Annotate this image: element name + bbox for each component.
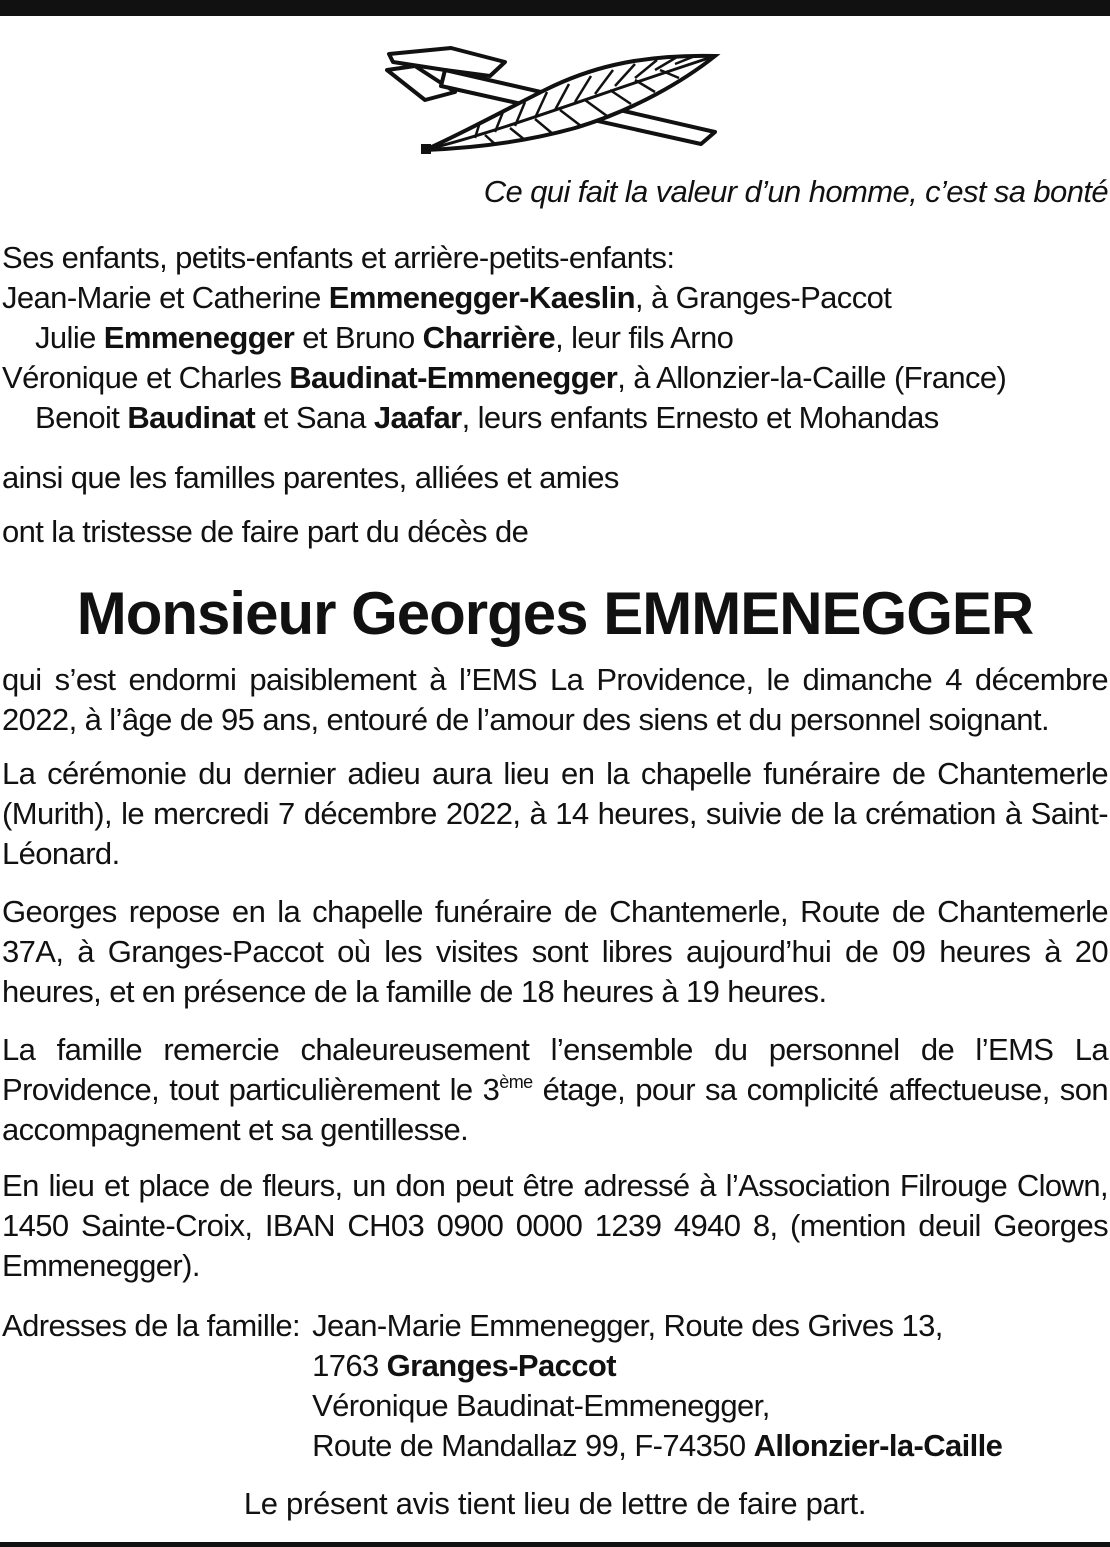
address-line: Véronique Baudinat-Emmenegger, — [312, 1388, 770, 1423]
family-text: Benoit — [35, 400, 128, 435]
family-text: Julie — [35, 320, 104, 355]
family-line — [2, 278, 1108, 318]
address-line — [312, 1346, 1002, 1386]
ceremony-paragraph: La cérémonie du dernier adieu aura lieu en la chapelle funéraire de Chantemerle (Murith), le mercredi 7 décembre 2022, à 14 heures, suivie de la crémation à Saint-Léonard. — [2, 756, 1108, 871]
top-rule — [0, 0, 1110, 16]
deceased-name: Monsieur Georges EMMENEGGER — [76, 580, 1034, 647]
bottom-rule — [0, 1542, 1110, 1547]
addresses-label: Adresses de la famille: — [2, 1308, 301, 1343]
address-line: Jean-Marie Emmenegger, Route des Grives 13, — [312, 1308, 943, 1343]
family-surname: Baudinat — [127, 400, 256, 435]
cross-and-palm-leaf-icon — [385, 40, 725, 155]
ordinal-superscript: ème — [499, 1072, 533, 1092]
address-locality: Allonzier-la-Caille — [753, 1428, 1003, 1463]
family-text: , à Allonzier-la-Caille (France) — [617, 360, 1007, 395]
family-surname: Emmenegger — [103, 320, 295, 355]
family-text: et Sana — [255, 400, 374, 435]
death-paragraph: qui s’est endormi paisiblement à l’EMS La Providence, le dimanche 4 décembre 2022, à l’âge de 95 ans, entouré de l’amour des siens et du personnel soignant. — [2, 662, 1108, 737]
family-text: , leurs enfants Ernesto et Mohandas — [461, 400, 939, 435]
allies-line: ainsi que les familles parentes, alliées et amies — [2, 460, 619, 495]
announcement-line: ont la tristesse de faire part du décès de — [2, 514, 529, 549]
family-surname: Emmenegger-Kaeslin — [328, 280, 635, 315]
family-text: Jean-Marie et Catherine — [2, 280, 329, 315]
family-text: Véronique et Charles — [2, 360, 290, 395]
family-line — [2, 318, 1108, 358]
address-line — [312, 1426, 1002, 1466]
family-line — [2, 358, 1108, 398]
family-text: , leur fils Arno — [555, 320, 734, 355]
donation-paragraph: En lieu et place de fleurs, un don peut être adressé à l’Association Filrouge Clown, 1450 Sainte-Croix, IBAN CH03 0900 0000 1239 4940 8, (mention deuil Georges Emmenegger). — [2, 1168, 1108, 1283]
thanks-paragraph — [2, 1030, 1108, 1150]
family-surname: Charrière — [422, 320, 556, 355]
family-list — [2, 238, 1108, 438]
visits-paragraph: Georges repose en la chapelle funéraire de Chantemerle, Route de Chantemerle 37A, à Granges-Paccot où les visites sont libres aujourd’hui de 09 heures à 20 heures, et en présence de la famille de 18 heures à 19 heures. — [2, 894, 1108, 1009]
family-text: , à Granges-Paccot — [634, 280, 892, 315]
family-surname: Jaafar — [373, 400, 462, 435]
thanks-text: La famille remercie chaleureusement l’ensemble du personnel de l’EMS La Providence, tout particulièrement le 3 — [2, 1032, 1108, 1107]
address-text: 1763 — [312, 1348, 387, 1383]
family-addresses — [2, 1306, 1108, 1466]
address-text: Route de Mandallaz 99, F-74350 — [312, 1428, 754, 1463]
closing-line: Le présent avis tient lieu de lettre de faire part. — [243, 1486, 867, 1521]
address-locality: Granges-Paccot — [386, 1348, 616, 1383]
family-intro: Ses enfants, petits-enfants et arrière-petits-enfants: — [2, 240, 675, 275]
motto: Ce qui fait la valeur d’un homme, c’est sa bonté — [483, 174, 1108, 209]
family-line — [2, 398, 1108, 438]
thanks-text: étage, pour sa complicité affectueuse, son accompagnement et sa gentillesse. — [2, 1072, 1108, 1147]
family-surname: Baudinat-Emmenegger — [289, 360, 618, 395]
family-text: et Bruno — [294, 320, 423, 355]
addresses-lines — [312, 1306, 1002, 1466]
